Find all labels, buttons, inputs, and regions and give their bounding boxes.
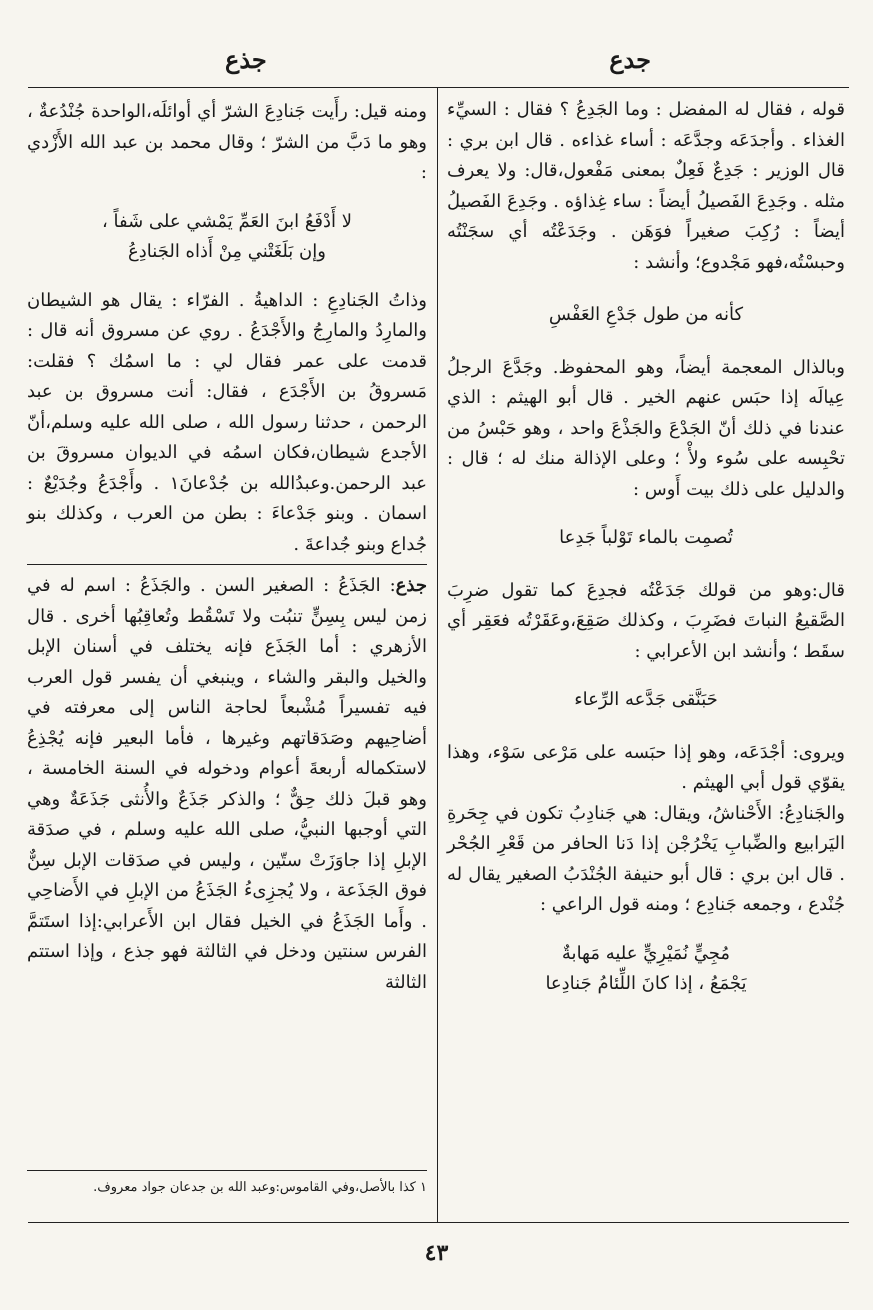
right-column — [447, 95, 845, 1000]
header-word-left: جذع — [225, 45, 267, 74]
verse: تُصمِت بالماء تَوْلباً جَدِعا — [559, 527, 733, 548]
verse: يَجْمَعُ ، إذا كانَ اللِّئامُ جَنادِعا — [545, 973, 747, 994]
footnote: ١ كذا بالأصل،وفي القاموس:وعبد الله بن جدعان جواد معروف. — [93, 1180, 427, 1195]
bottom-rule — [28, 1222, 849, 1223]
verse: لا أَدْفَعُ ابنَ العَمِّ يَمْشي على شَفاً ، — [101, 210, 353, 232]
paragraph: والجَنادِعُ: الأَحْناشُ، ويقال: هي جَنادِبُ تكون في جِحَرةِ اليَرابيع والضِّبابِ يَخْرُجْن إذا دَنا الحافر من قَعْرِ الجُحْر . قال ابن بري : قال أبو حنيفة الجُنْدَبُ الصغير يقال له جُنْدع ، وجمعه جَنادِع ؛ ومنه قول الراعي : — [447, 802, 845, 915]
verse: كأنه من طول جَدْعِ العَفْسِ — [548, 304, 744, 325]
verse: حَبَنَّقى جَدَّعه الرِّعاء — [574, 689, 718, 710]
paragraph: ومنه قيل: رأَيت جَنادِعَ الشرّ أي أوائلَه،الواحدة جُنْدُعةٌ ، وهو ما دَبَّ من الشرّ ؛ وقال محمد بن عبد الله الأَزْدي : — [27, 101, 427, 183]
paragraph: وذاتُ الجَنادِعِ : الداهيةُ . الفرّاء : يقال هو الشيطان والمارِدُ والمارِجُ والأَجْدَعُ . روي عن مسروق أنه قال : قدمت على عمر فقال لي : ما اسمُك ؟ فقلت: مَسروقُ بن الأَجْدَع ، فقال: أنت مسروق بن عبد الرحمن ، حدثنا رسول الله ، صلى الله عليه وسلم،أنّ الأجدع شيطان،فكان اسمُه في الديوان مسروقَ بن عبد الرحمن.وعبدُالله بن جُدْعانَ١ . وأَجْدَعُ وجُدَيْعٌ : اسمان . وبنو جَدْعاءَ : بطن من العرب ، وكذلك بنو جُداع وبنو جُداعةَ . — [27, 289, 428, 555]
paragraph: وبالذال المعجمة أيضاً، وهو المحفوظ. وجَدَّعَ الرجلُ عِيالَه إذا حبَس عنهم الخير . قال أبو الهيثم : الذي عندنا في ذلك أنّ الجَدْعَ والجَذْعَ واحد ، وهو حَبْسُ من تحْبِسه على سُوء ولأْ ؛ وعلى الإذالة منك له ؛ قال : والدليل على ذلك بيت أَوس : — [447, 356, 845, 500]
paragraph — [27, 571, 427, 998]
verse: مُجِيٍّ نُمَيْرِيٍّ عليه مَهابةٌ — [561, 942, 731, 964]
entry-headword: جذع — [395, 575, 427, 596]
top-rule — [28, 87, 849, 88]
page-number: ٤٣ — [424, 1240, 449, 1266]
paragraph: ويروى: أجْدَعَه، وهو إذا حبَسه على مَرْعى سَوْء، وهذا يقوّي قول أبي الهيثم . — [447, 741, 845, 793]
column-divider — [437, 87, 438, 1222]
paragraph: قال:وهو من قولك جَدَعْتُه فجدِعَ كما تقول ضرِبَ الصَّقيعُ النباتَ فضَرِبَ ، وكذلك صَقِعَ،وعَقَرْتُه فعَقِر أي سقَط ؛ وأنشد ابن الأعرابي : — [447, 579, 845, 662]
footnote-rule — [27, 1170, 427, 1171]
verse: وإن بَلَغَتْني مِنْ أَذاه الجَنادِعُ — [128, 241, 326, 262]
entry-text: : الجَذَعُ : الصغير السن . والجَذَعُ : اسم له في زمن ليس بِسِنٍّ تنبُت ولا تَسْقُط وتُعاقِبُها أخرى . قال الأزهري : أما الجَذَع فإنه يختلف في أسنان الإبل والخيل والبقر والشاء ، وينبغي أن يفسر قول العرب فيه تفسيراً مُشْبعاً لحاجة الناس إلى معرفته في أضاحِيهم وصَدَقاتهم وغيرها ، فأما البعير فإنه يُجْذِعُ لاستكماله أربعةَ أعوام ودخوله في السنة الخامسة ، وهو قبلَ ذلك حِقٌّ ؛ والذكر جَذَعٌ والأُنثى جَذَعَةٌ وهي التي أوجبها النبيُّ، صلى الله عليه وسلم ، في صدَقة الإبلِ إذا جاوَزَتْ ستّين ، وليس في صدَقات الإبل سِنٌّ فوق الجَذَعة ، ولا يُجزِىءُ الجَذَعُ من الإبلِ في الأَضاحِي . وأَما الجَذَعُ في الخيل فقال ابن الأَعرابي:إذا استَتمَّ الفرس سنتين ودخل في الثالثة فهو جذع ، وإذا استتم الثالثة — [27, 575, 427, 993]
paragraph: قوله ، فقال له المفضل : وما الجَدِعُ ؟ فقال : السيِّء الغذاء . وأجدَعَه وجدَّعَه : أساء غذاءه . قال ابن بري : قال الوزير : جَدِعٌ فَعِلٌ بمعنى مَفْعول،قال: ولا يعرف مثله . وجَدِعَ الفَصيلُ أيضاً : ساء غِذاؤه . وجَدِعَ الفَصيلُ أيضاً : رُكِبَ صغيراً فوَهَن . وجَدَعْتُه أي سجَنْتُه وحبسْتُه،فهو مَجْدوع؛ وأنشد : — [447, 99, 845, 273]
entry-separator — [27, 564, 427, 565]
header-word-right: جدع — [609, 45, 651, 74]
left-column — [27, 97, 427, 998]
